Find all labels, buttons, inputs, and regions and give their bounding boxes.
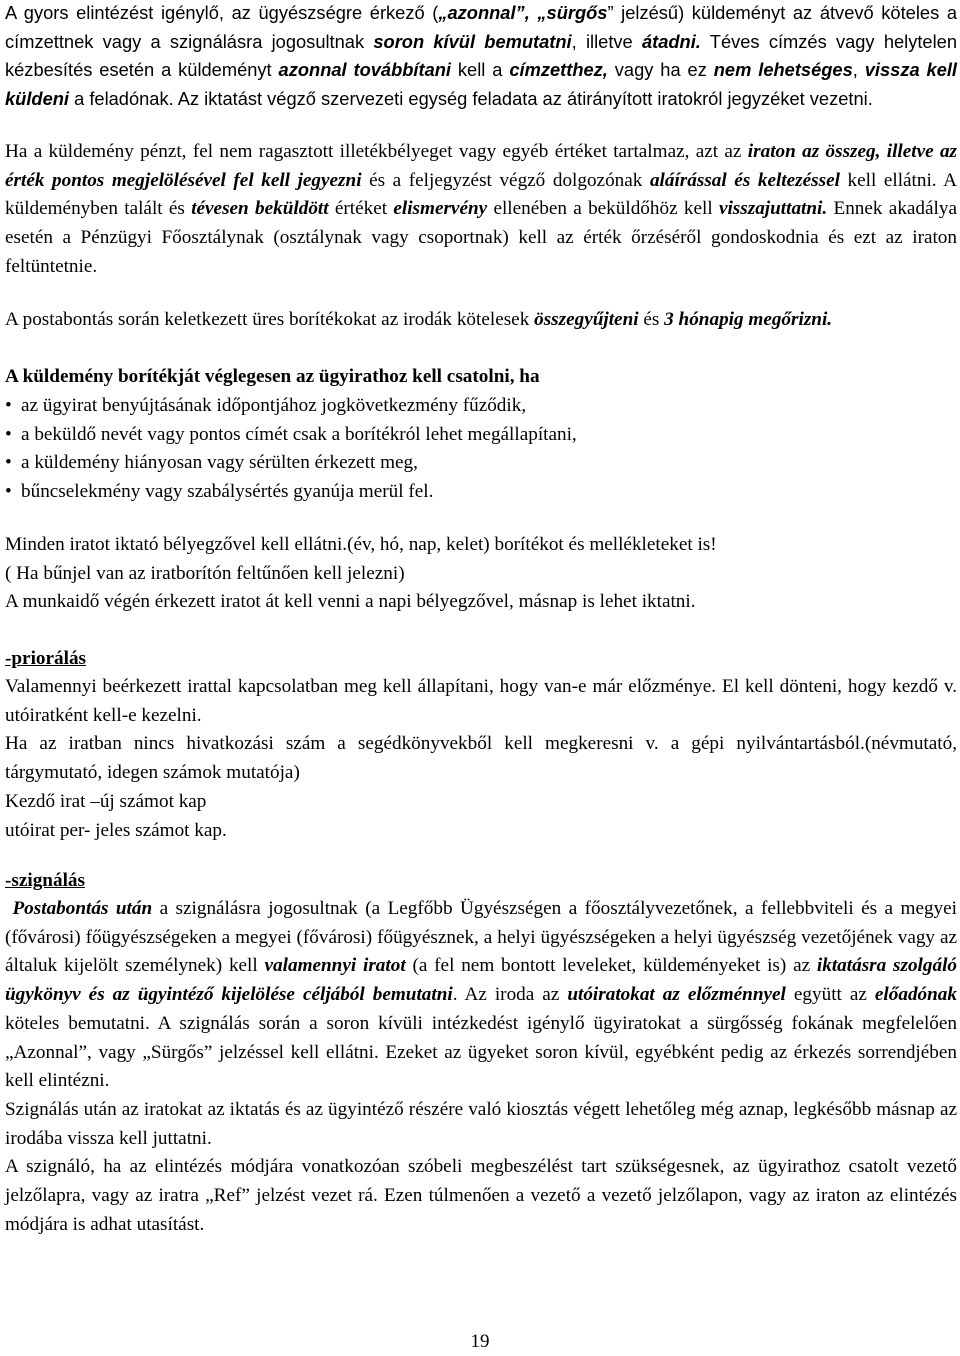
list-item: • a beküldő nevét vagy pontos címét csak a borítékról lehet megállapítani, <box>5 423 577 445</box>
stamp-rules <box>5 531 957 617</box>
prior-text: Ha az iratban nincs hivatkozási szám a segédkönyvekből kell megkeresni v. a gépi nyilvántartásból.(névmutató, tárgymutató, idegen számok mutatója) <box>5 733 957 784</box>
prior-text: Valamennyi beérkezett irattal kapcsolatban meg kell állapítani, hogy van-e már előzménye. El kell dönteni, hogy kezdő v. utóiratként kell-e kezelni. <box>5 676 957 726</box>
envelope-attach-list <box>5 392 957 507</box>
paragraph-urgent-delivery: A gyors elintézést igénylő, az ügyészségre érkező („azonnal”, „sürgős” jelzésű) küldeményt az átvevő köteles a címzettnek vagy a szignálásra jogosultnak soron kívül bemutatni, illetve átadni. Téves címzés vagy helytelen kézbesítés esetén a küldeményt azonnal továbbítani kell a címzetthez, vagy ha ez nem lehetséges, vissza kell küldeni a feladónak. Az iktatást végző szervezeti egység feladata az átirányított iratokról jegyzéket vezetni. <box>5 2 958 109</box>
list-item: • a küldemény hiányosan vagy sérülten érkezett meg, <box>5 452 418 474</box>
paragraph-value-handling: Ha a küldemény pénzt, fel nem ragasztott illetékbélyeget vagy egyéb értéket tartalmaz, azt az iraton az összeg, illetve az érték pontos megjelölésével fel kell jegyezni és a feljegyzést végző dolgozónak aláírással és keltezéssel kell ellátni. A küldeményben talált és tévesen beküldött értéket elismervény ellenében a beküldőhöz kell visszajuttatni. Ennek akadálya esetén a Pénzügyi Főosztálynak (osztálynak vagy csoportnak) kell az érték őrzéséről gondoskodnia és ezt az iraton feltüntetnie. <box>5 141 957 277</box>
section-heading-szignalas: -szignálás <box>5 870 85 891</box>
stamp-rule-line: ( Ha bűnjel van az iratborítón feltűnően kell jelezni) <box>5 562 405 584</box>
section-priorals-body <box>5 673 957 845</box>
page-number: 19 <box>470 1331 490 1352</box>
prior-text: utóirat per- jeles számot kap. <box>5 819 227 841</box>
stamp-rule-line: A munkaidő végén érkezett iratot át kell venni a napi bélyegzővel, másnap is lehet iktatni. <box>5 591 696 613</box>
paragraph-envelopes: A postabontás során keletkezett üres borítékokat az irodák kötelesek összegyűjteni és 3 hónapig megőrizni. <box>5 309 833 330</box>
section-heading-priorals: -priorálás <box>5 648 87 669</box>
section-szignalas-body: Postabontás után a szignálásra jogosultnak (a Legfőbb Ügyészségen a főosztályvezetőnek, a fellebbviteli és a megyei (fővárosi) főügyészségeken a megyei (fővárosi) főügyésznek, a helyi ügyészségeken a helyi ügyészség vezetőjének vagy az általuk kijelölt személynek) kell valamennyi iratot (a fel nem bontott leveleket, küldeményeket is) az iktatásra szolgáló ügykönyv és az ügyintéző kijelölése céljából bemutatni. Az iroda az utóiratokat az előzménnyel együtt az előadónak köteles bemutatni. A szignálás során a soron kívüli intézkedést igénylő ügyiratokat a sürgősség fokának megfelelően „Azonnal”, vagy „Sürgős” jelzéssel kell ellátni. Ezeket az ügyeket soron kívül, egyébként pedig az érkezés sorrendjében kell elintézni. Szignálás után az iratokat az iktatás és az ügyintéző részére való kiosztás végett lehetőleg még aznap, legkésőbb másnap az irodába vissza kell juttatni. A szignáló, ha az elintézés módjára vonatkozóan szóbeli megbeszélést tart szükségesnek, az ügyirathoz csatolt vezető jelzőlapra, vagy az iratra „Ref” jelzést vezet rá. Ezen túlmenően a vezető a vezető jelzőlapon, vagy az iraton az elintézés módjára is adhat utasítást. <box>5 898 957 1235</box>
stamp-rule-line: Minden iratot iktató bélyegzővel kell ellátni.(év, hó, nap, kelet) borítékot és mellékleteket is! <box>5 534 717 555</box>
list-item: • az ügyirat benyújtásának időpontjához jogkövetkezmény fűződik, <box>5 395 527 416</box>
envelope-attach-heading: A küldemény borítékját véglegesen az ügyirathoz kell csatolni, ha <box>5 366 540 387</box>
list-item: • bűncselekmény vagy szabálysértés gyanúja merül fel. <box>5 481 434 503</box>
prior-text: Kezdő irat –új számot kap <box>5 790 207 812</box>
